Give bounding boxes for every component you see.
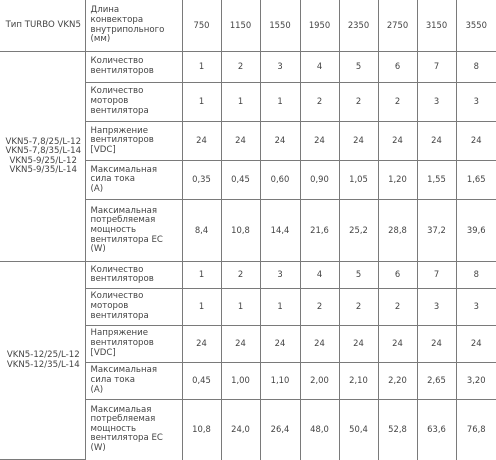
value-cell: 2,65 [417,362,456,399]
parameter-label [85,288,182,325]
length-cell: 1150 [221,0,260,52]
value-cell: 2 [339,288,378,325]
value-cell: 24 [456,325,496,362]
value-cell: 5 [339,262,378,288]
parameter-label [85,121,182,160]
model-group-cell [0,52,85,262]
parameter-label-line: сила тока [90,374,136,385]
value-cell: 3 [417,82,456,121]
value-cell: 28,8 [378,200,417,262]
value-cell: 0,45 [182,362,221,399]
value-cell: 1 [182,82,221,121]
value-cell: 3,20 [456,362,496,399]
parameter-label-line: [VDC] [90,347,116,358]
parameter-label-line: (A) [90,183,104,194]
value-cell: 24 [300,325,339,362]
value-cell: 24 [182,325,221,362]
value-cell: 2,10 [339,362,378,399]
value-cell: 1 [260,288,300,325]
parameter-label [85,362,182,399]
value-cell: 21,6 [300,200,339,262]
table-row [0,262,496,288]
parameter-label-line: вентилятора [90,310,149,321]
parameter-label-line: Максимальная [90,205,158,216]
value-cell: 24 [260,325,300,362]
value-cell: 1 [221,82,260,121]
value-cell: 2 [221,262,260,288]
parameter-label-line: сила тока [90,174,136,185]
parameter-label [85,262,182,288]
value-cell: 2 [221,52,260,83]
value-cell: 0,90 [300,161,339,200]
parameter-label [85,52,182,83]
value-cell: 6 [378,262,417,288]
value-cell: 1,05 [339,161,378,200]
parameter-label [85,82,182,121]
value-cell: 3 [456,288,496,325]
value-cell: 1 [182,52,221,83]
parameter-label [85,200,182,262]
value-cell: 3 [260,262,300,288]
value-cell: 24,0 [221,399,260,459]
parameter-label-line: Количество [90,264,144,275]
parameter-label-line: вентиляторов [90,274,154,285]
value-cell: 1 [182,262,221,288]
value-cell: 24 [182,121,221,160]
value-cell: 1 [182,288,221,325]
value-cell: 8 [456,262,496,288]
value-cell: 1,10 [260,362,300,399]
parameter-label-line: вентилятора [90,105,149,116]
value-cell: 52,8 [378,399,417,459]
parameter-label [85,325,182,362]
value-cell: 1 [221,288,260,325]
value-cell: 24 [417,325,456,362]
value-cell: 7 [417,262,456,288]
value-cell: 2 [300,82,339,121]
length-header-cell [85,0,182,52]
parameter-label-line: вентилятора EC [90,433,163,444]
parameter-label-line: (W) [90,244,106,255]
table-row [0,52,496,83]
parameter-label [85,399,182,459]
value-cell: 76,8 [456,399,496,459]
model-name: VKN5-9/35/L-14 [9,165,77,176]
parameter-label [85,161,182,200]
length-cell: 1550 [260,0,300,52]
parameter-label-line: [VDC] [90,144,116,155]
value-cell: 25,2 [339,200,378,262]
value-cell: 50,4 [339,399,378,459]
value-cell: 2 [378,82,417,121]
value-cell: 24 [417,121,456,160]
value-cell: 8,4 [182,200,221,262]
length-cell: 2350 [339,0,378,52]
value-cell: 37,2 [417,200,456,262]
value-cell: 4 [300,262,339,288]
value-cell: 24 [378,325,417,362]
parameter-label-line: мощность [90,423,137,434]
value-cell: 1 [260,82,300,121]
value-cell: 24 [378,121,417,160]
value-cell: 63,6 [417,399,456,459]
value-cell: 1,55 [417,161,456,200]
model-name: VKN5-9/25/L-12 [9,155,77,166]
value-cell: 3 [260,52,300,83]
parameter-label-line: (A) [90,384,104,395]
length-cell: 3550 [456,0,496,52]
parameter-label-line: (W) [90,443,106,454]
parameter-label-line: вентиляторов [90,66,154,77]
model-name: VKN5-12/25/L-12 [6,350,80,361]
parameter-label-line: Максимальная [90,164,158,175]
value-cell: 8 [456,52,496,83]
parameter-label-line: Количество [90,56,144,67]
value-cell: 39,6 [456,200,496,262]
value-cell: 2 [300,288,339,325]
length-header-line: внутрипольного [90,24,165,35]
value-cell: 48,0 [300,399,339,459]
value-cell: 24 [339,325,378,362]
value-cell: 1,00 [221,362,260,399]
value-cell: 24 [339,121,378,160]
value-cell: 1,20 [378,161,417,200]
value-cell: 14,4 [260,200,300,262]
parameter-label-line: потребляемая [90,215,156,226]
length-cell: 1950 [300,0,339,52]
value-cell: 2,20 [378,362,417,399]
value-cell: 0,35 [182,161,221,200]
parameter-label-line: Максимальная [90,365,158,376]
value-cell: 24 [456,121,496,160]
parameter-label-line: Количество [90,86,144,97]
parameter-label-line: потребляемая [90,414,156,425]
value-cell: 10,8 [221,200,260,262]
length-cell: 2750 [378,0,417,52]
value-cell: 4 [300,52,339,83]
parameter-label-line: вентиляторов [90,337,154,348]
type-header-cell: Тип TURBO VKN5 [0,0,85,52]
value-cell: 7 [417,52,456,83]
length-cell: 750 [182,0,221,52]
parameter-label-line: Количество [90,291,144,302]
value-cell: 24 [221,325,260,362]
model-name: VKN5-12/35/L-14 [6,359,80,370]
length-header-line: конвектора [90,15,144,25]
value-cell: 24 [221,121,260,160]
model-name: VKN5-7,8/35/L-14 [5,146,82,157]
length-header-line: Длина [90,5,120,16]
value-cell: 0,60 [260,161,300,200]
model-group-cell [0,262,85,460]
parameter-label-line: моторов [90,96,129,107]
length-header-line: (мм) [90,34,111,45]
value-cell: 2,00 [300,362,339,399]
parameter-label-line: мощность [90,224,137,235]
value-cell: 3 [456,82,496,121]
parameter-label-line: Максимальая [90,404,152,415]
value-cell: 24 [260,121,300,160]
value-cell: 2 [339,82,378,121]
parameter-label-line: Напряжение [90,125,148,136]
value-cell: 2 [378,288,417,325]
value-cell: 0,45 [221,161,260,200]
value-cell: 24 [300,121,339,160]
parameter-label-line: вентилятора EC [90,234,163,245]
value-cell: 1,65 [456,161,496,200]
value-cell: 3 [417,288,456,325]
parameter-label-line: вентиляторов [90,135,154,146]
parameter-label-line: моторов [90,301,129,311]
value-cell: 26,4 [260,399,300,459]
parameter-label-line: Напряжение [90,328,148,339]
value-cell: 10,8 [182,399,221,459]
header-row [0,0,496,52]
value-cell: 5 [339,52,378,83]
length-cell: 3150 [417,0,456,52]
model-name: VKN5-7,8/25/L-12 [5,136,82,147]
value-cell: 6 [378,52,417,83]
